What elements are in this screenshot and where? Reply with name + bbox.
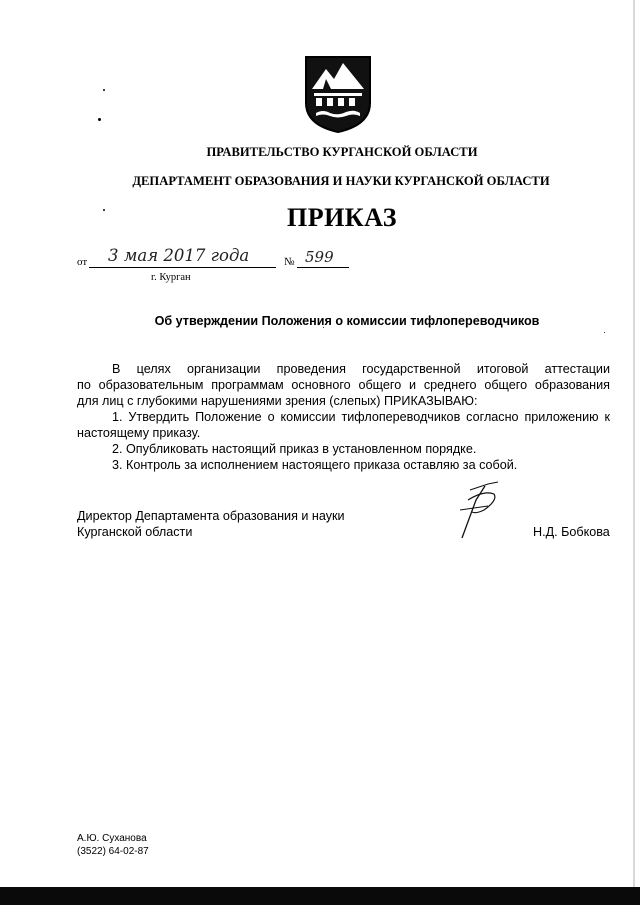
scan-edge — [633, 0, 635, 905]
scan-speck — [604, 332, 605, 333]
scan-speck — [98, 118, 101, 121]
signatory-position: Директор Департамента образования и науки — [77, 509, 345, 523]
date-underline — [89, 267, 276, 268]
number-underline — [297, 267, 349, 268]
date-prefix: от — [77, 256, 88, 268]
list-item: 1. Утвердить Положение о комиссии тифлопереводчиков согласно приложению к — [112, 410, 610, 424]
number-prefix: № — [284, 256, 295, 268]
number-handwritten: 599 — [305, 248, 334, 266]
handwritten-signature — [450, 480, 506, 542]
list-item: 3. Контроль за исполнением настоящего приказа оставляю за собой. — [112, 458, 518, 472]
body-line: для лиц с глубокими нарушениями зрения (слепых) ПРИКАЗЫВАЮ: — [77, 394, 478, 408]
date-handwritten: 3 мая 2017 года — [108, 246, 250, 265]
executor-phone: (3522) 64-02-87 — [77, 846, 149, 857]
city: г. Курган — [151, 272, 191, 283]
list-item: 2. Опубликовать настоящий приказ в установленном порядке. — [112, 442, 477, 456]
department-name: ДЕПАРТАМЕНТ ОБРАЗОВАНИЯ И НАУКИ КУРГАНСКОЙ ОБЛАСТИ — [132, 174, 550, 188]
order-title: Об утверждении Положения о комиссии тифлопереводчиков — [154, 314, 540, 328]
scan-speck — [103, 89, 105, 91]
document-type-title: ПРИКАЗ — [286, 203, 398, 232]
executor-name: А.Ю. Суханова — [77, 833, 147, 844]
body-line: по образовательным программам основного общего и среднего общего образования — [77, 378, 610, 392]
body-line: В целях организации проведения государственной итоговой аттестации — [112, 362, 610, 376]
government-name: ПРАВИТЕЛЬСТВО КУРГАНСКОЙ ОБЛАСТИ — [206, 145, 478, 159]
signatory-position: Курганской области — [77, 525, 193, 539]
scan-bottom-border — [0, 887, 640, 905]
list-item-continuation: настоящему приказу. — [77, 426, 201, 440]
coat-of-arms-icon — [303, 55, 373, 133]
signatory-name: Н.Д. Бобкова — [533, 525, 610, 539]
